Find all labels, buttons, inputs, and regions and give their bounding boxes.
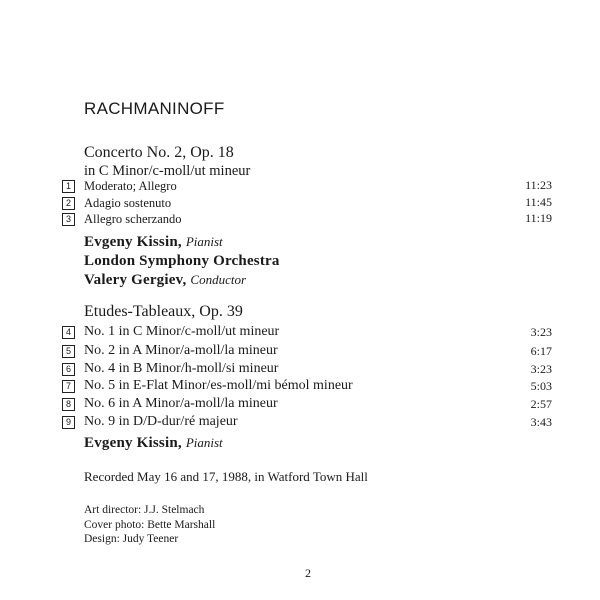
track-duration: 5:03 <box>530 379 552 393</box>
track-title: Moderato; Allegro <box>84 179 177 193</box>
concerto-subtitle: in C Minor/c-moll/ut mineur <box>84 163 251 179</box>
performer-name: London Symphony Orchestra <box>84 253 280 269</box>
track-duration: 2:57 <box>530 397 552 411</box>
track-number-box: 2 <box>62 197 75 210</box>
track-number-box: 6 <box>62 363 75 376</box>
track-title: Adagio sostenuto <box>84 196 172 210</box>
track-duration: 11:19 <box>525 211 552 225</box>
track-number-box: 7 <box>62 380 75 393</box>
performer-line <box>84 434 223 452</box>
track-row <box>62 378 552 396</box>
track-number-box: 8 <box>62 398 75 411</box>
performer-name: Valery Gergiev, <box>84 272 187 288</box>
performer-line <box>84 252 280 270</box>
track-title: No. 6 in A Minor/a-moll/la mineur <box>84 396 278 411</box>
track-number-box: 1 <box>62 180 75 193</box>
track-duration: 11:45 <box>525 195 552 209</box>
track-row <box>62 343 552 361</box>
track-duration: 3:23 <box>530 362 552 376</box>
performer-role: Pianist <box>185 234 223 249</box>
track-duration: 11:23 <box>525 178 552 192</box>
track-row <box>62 361 552 379</box>
track-number-box: 9 <box>62 416 75 429</box>
concerto-title: Concerto No. 2, Op. 18 <box>84 144 234 161</box>
performer-role: Conductor <box>190 272 247 287</box>
track-duration: 6:17 <box>530 344 552 358</box>
track-number-box: 5 <box>62 345 75 358</box>
track-number-box: 3 <box>62 213 75 226</box>
credit-line: Cover photo: Bette Marshall <box>84 519 216 531</box>
recording-info: Recorded May 16 and 17, 1988, in Watford Town Hall <box>84 469 368 484</box>
track-title: No. 2 in A Minor/a-moll/la mineur <box>84 343 278 358</box>
track-row <box>62 414 552 432</box>
track-title: Allegro scherzando <box>84 212 182 226</box>
performer-name: Evgeny Kissin, <box>84 435 182 451</box>
performer-role: Pianist <box>185 435 223 450</box>
track-title: No. 5 in E-Flat Minor/es-moll/mi bémol mineur <box>84 378 353 393</box>
performer-line <box>84 271 246 289</box>
track-row <box>62 178 552 196</box>
credit-line: Art director: J.J. Stelmach <box>84 504 205 516</box>
track-duration: 3:23 <box>530 325 552 339</box>
track-row <box>62 211 552 229</box>
track-number-box: 4 <box>62 326 75 339</box>
track-duration: 3:43 <box>530 415 552 429</box>
track-title: No. 1 in C Minor/c-moll/ut mineur <box>84 324 280 339</box>
performer-name: Evgeny Kissin, <box>84 234 182 250</box>
composer-heading: RACHMANINOFF <box>84 99 225 118</box>
track-row <box>62 396 552 414</box>
track-title: No. 9 in D/D-dur/ré majeur <box>84 414 238 429</box>
track-row <box>62 324 552 342</box>
performer-line <box>84 233 223 251</box>
credit-line: Design: Judy Teener <box>84 533 179 545</box>
page-number: 2 <box>305 566 311 580</box>
track-title: No. 4 in B Minor/h-moll/si mineur <box>84 361 279 376</box>
etudes-title: Etudes-Tableaux, Op. 39 <box>84 303 243 320</box>
